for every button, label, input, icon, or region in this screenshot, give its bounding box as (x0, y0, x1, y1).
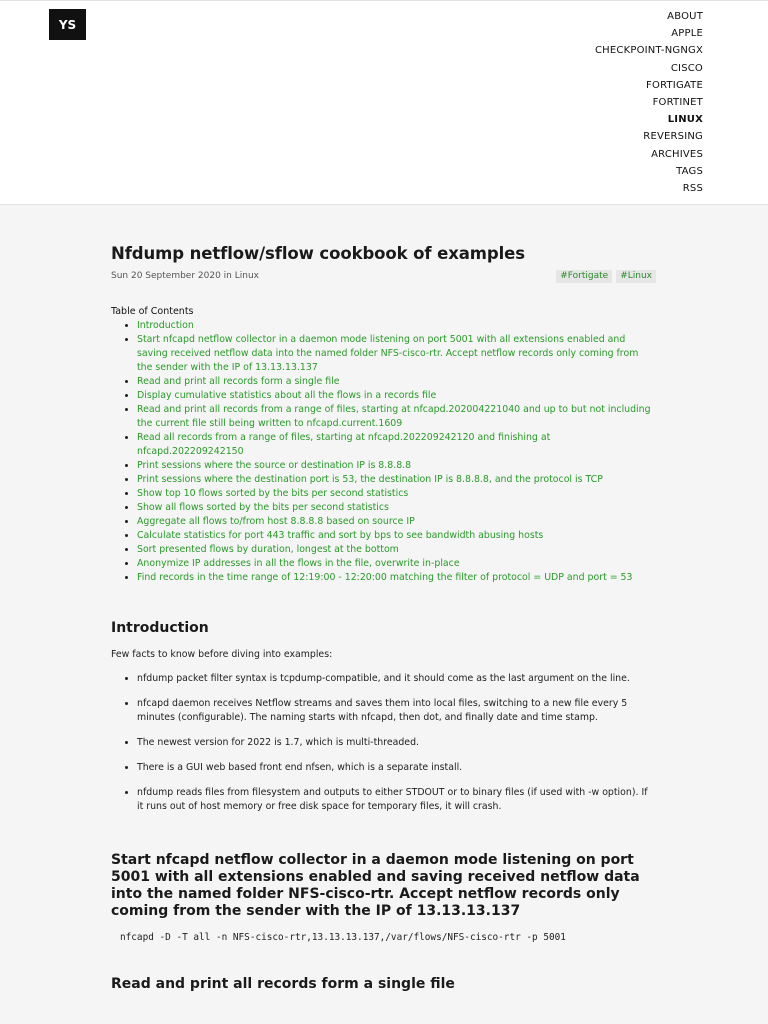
nav-item-fortigate[interactable] (595, 79, 703, 96)
toc-item (137, 557, 656, 571)
nav-item-cisco[interactable] (595, 62, 703, 79)
site-logo[interactable]: YS (49, 9, 86, 40)
site-header (0, 0, 768, 205)
toc-link-top-10-bps[interactable]: Show top 10 flows sorted by the bits per second statistics (137, 488, 409, 499)
toc-item (137, 515, 656, 529)
nav-item-about[interactable] (595, 10, 703, 27)
nav-link[interactable]: REVERSING (643, 131, 703, 143)
nav-item-checkpoint[interactable] (595, 44, 703, 61)
article-date-category: Sun 20 September 2020 in Linux (111, 271, 259, 281)
toc-item (137, 431, 656, 459)
toc-link-read-single-file[interactable]: Read and print all records form a single file (137, 376, 340, 387)
main-nav (595, 10, 703, 199)
toc-item (137, 403, 656, 431)
section-heading-start-nfcapd: Start nfcapd netflow collector in a daemon mode listening on port 5001 with all extensions enabled and saving received netflow data into the named folder NFS-cisco-rtr. Accept netflow records only coming from the sender with the IP of 13.13.13.137 (111, 852, 640, 919)
nav-link[interactable]: CHECKPOINT-NGNGX (595, 45, 703, 57)
toc-item (137, 487, 656, 501)
toc-link-cumulative-stats[interactable]: Display cumulative statistics about all the flows in a records file (137, 390, 437, 401)
article (111, 244, 656, 992)
nav-link[interactable]: CISCO (670, 62, 703, 74)
toc-item (137, 529, 656, 543)
toc-link-sort-duration[interactable]: Sort presented flows by duration, longest at the bottom (137, 544, 399, 555)
nav-item-reversing[interactable] (595, 130, 703, 147)
nav-item-linux[interactable] (595, 113, 703, 130)
nav-item-tags[interactable] (595, 165, 703, 182)
nav-link[interactable]: FORTINET (652, 96, 703, 108)
toc-item (137, 319, 656, 333)
toc-link-introduction[interactable]: Introduction (137, 320, 194, 331)
toc-item (137, 459, 656, 473)
toc-item (137, 333, 656, 375)
article-tags (556, 270, 656, 283)
toc-item (137, 501, 656, 515)
nav-link[interactable]: TAGS (676, 165, 703, 177)
toc-link-anonymize[interactable]: Anonymize IP addresses in all the flows in the file, overwrite in-place (137, 558, 460, 569)
fact-item: • The newest version for 2022 is 1.7, which is multi-threaded. (137, 736, 656, 750)
table-of-contents (111, 319, 656, 585)
nav-link[interactable]: RSS (682, 182, 703, 194)
tag-fortigate[interactable]: #Fortigate (556, 270, 612, 283)
fact-item: • nfdump packet filter syntax is tcpdump-compatible, and it should come as the last argument on the line. (137, 672, 656, 686)
nav-item-rss[interactable] (595, 182, 703, 199)
toc-item (137, 473, 656, 487)
toc-link-port-443[interactable]: Calculate statistics for port 443 traffic and sort by bps to see bandwidth abusing hosts (137, 530, 544, 541)
fact-item: • There is a GUI web based front end nfsen, which is a separate install. (137, 761, 656, 775)
fact-item: • nfdump reads files from filesystem and outputs to either STDOUT or to binary files (if used with -w option). If it runs out of host memory or free disk space for temporary files, it will crash. (137, 786, 656, 814)
tag-linux[interactable]: #Linux (616, 270, 656, 283)
toc-link-all-bps[interactable]: Show all flows sorted by the bits per second statistics (137, 502, 389, 513)
fact-item: • nfcapd daemon receives Netflow streams and saves them into local files, switching to a new file every 5 minutes (configurable). The naming starts with nfcapd, then dot, and finally date and time stamp. (137, 697, 656, 725)
nav-link[interactable]: FORTIGATE (646, 79, 703, 91)
toc-link-read-range[interactable]: Read all records from a range of files, starting at nfcapd.202209242120 and finishing at nfcapd.202209242150 (137, 432, 551, 457)
code-block: nfcapd -D -T all -n NFS-cisco-rtr,13.13.13.137,/var/flows/NFS-cisco-rtr -p 5001 (120, 932, 566, 943)
intro-paragraph: Few facts to know before diving into examples: (111, 649, 333, 660)
article-title: Nfdump netflow/sflow cookbook of examples (111, 244, 525, 263)
toc-item (137, 389, 656, 403)
toc-item (137, 571, 656, 585)
nav-link[interactable]: ARCHIVES (651, 148, 703, 160)
toc-link-port-53-tcp[interactable]: Print sessions where the destination port is 53, the destination IP is 8.8.8.8, and the protocol is TCP (137, 474, 603, 485)
toc-item (137, 543, 656, 557)
toc-link-time-range[interactable]: Find records in the time range of 12:19:00 - 12:20:00 matching the filter of protocol = UDP and port = 53 (137, 572, 633, 583)
nav-link[interactable]: ABOUT (667, 11, 703, 22)
toc-title: Table of Contents (111, 306, 194, 317)
nav-item-fortinet[interactable] (595, 96, 703, 113)
section-heading-introduction: Introduction (111, 620, 209, 636)
toc-link-ip-8888[interactable]: Print sessions where the source or destination IP is 8.8.8.8 (137, 460, 412, 471)
toc-link-start-nfcapd[interactable]: Start nfcapd netflow collector in a daemon mode listening on port 5001 with all extensions enabled and saving received netflow data into the named folder NFS-cisco-rtr. Accept netflow records only coming from the sender with the IP of 13.13.13.137 (137, 334, 639, 373)
nav-item-archives[interactable] (595, 148, 703, 165)
section-heading-read-single-file: Read and print all records form a single file (111, 976, 455, 992)
toc-link-read-range-current[interactable]: Read and print all records from a range of files, starting at nfcapd.202004221040 and up to but not including the current file still being written to nfcapd.current.1609 (137, 404, 651, 429)
article-meta (111, 268, 656, 284)
nav-item-apple[interactable] (595, 27, 703, 44)
facts-list (111, 672, 656, 825)
nav-link[interactable]: APPLE (671, 28, 703, 40)
toc-item (137, 375, 656, 389)
nav-link[interactable]: LINUX (667, 114, 703, 126)
toc-link-aggregate[interactable]: Aggregate all flows to/from host 8.8.8.8 based on source IP (137, 516, 415, 527)
